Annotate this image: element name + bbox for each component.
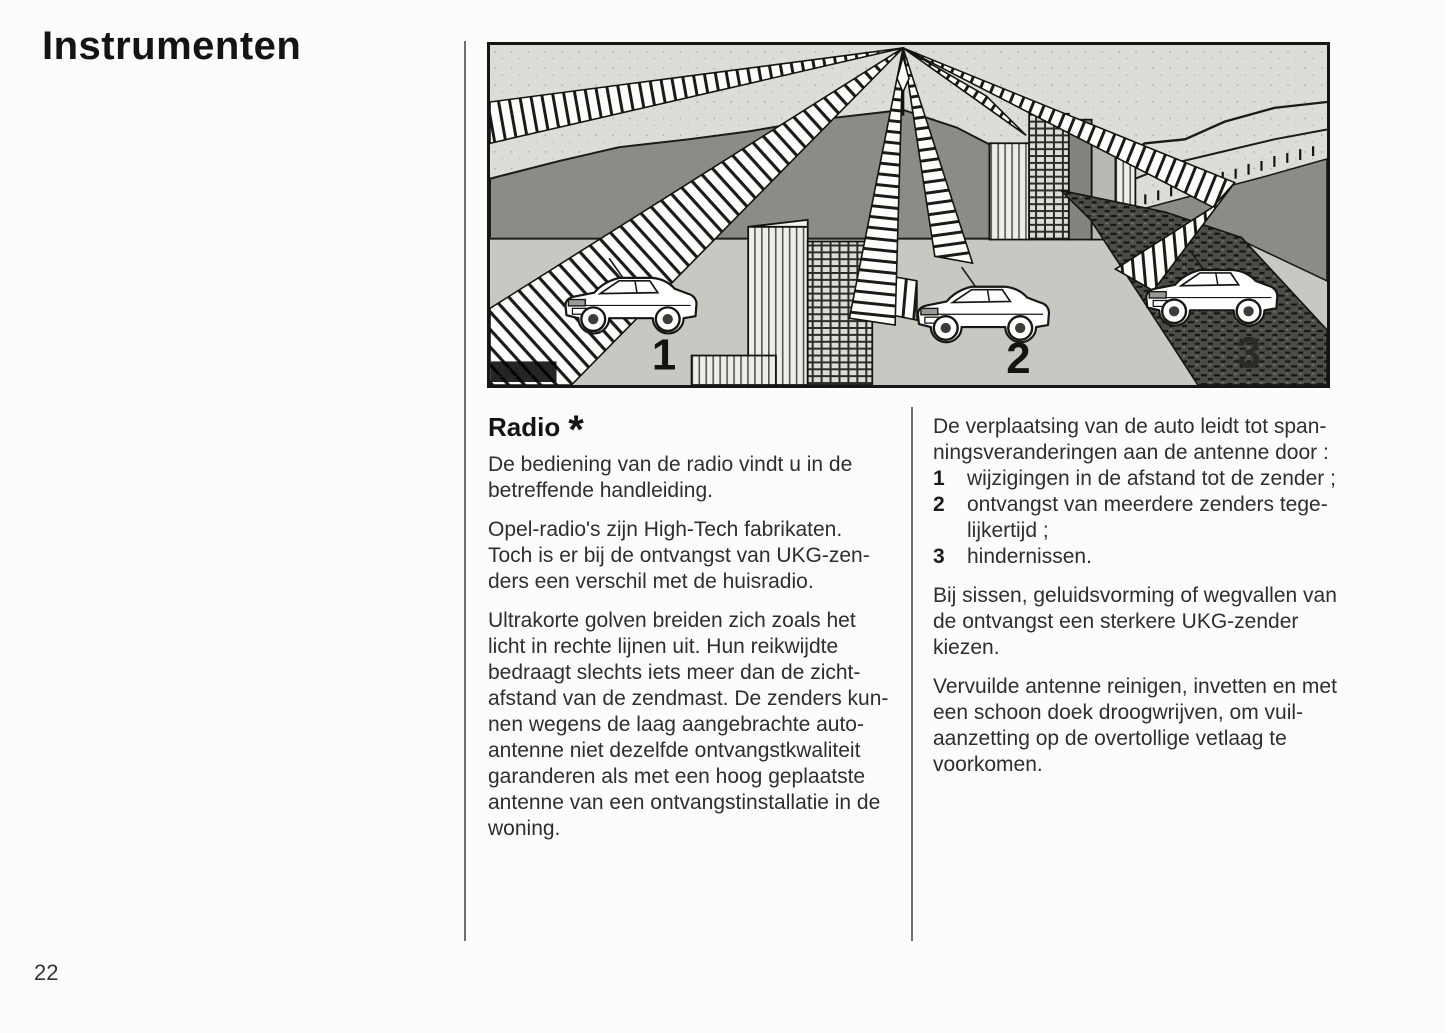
paragraph xyxy=(933,583,1337,661)
paragraph xyxy=(488,517,898,595)
text-line: Toch is er bij de ontvangst van UKG-zen- xyxy=(488,544,870,567)
column-divider-right xyxy=(911,407,913,941)
text-line: Bij sissen, geluidsvorming of wegvallen van xyxy=(933,584,1337,607)
list-number: 1 xyxy=(933,467,945,490)
text-line: voorkomen. xyxy=(933,753,1043,776)
text-line: antenne niet dezelfde ontvangstkwaliteit xyxy=(488,739,861,762)
text-line: antenne van een ontvangstinstallatie in de xyxy=(488,791,881,814)
column-divider-left xyxy=(464,41,466,941)
car-1-marker: 1 xyxy=(651,331,677,380)
text-line: een schoon doek droogwrijven, om vuil- xyxy=(933,701,1304,724)
paragraph xyxy=(933,674,1337,778)
paragraph xyxy=(488,608,898,842)
text-line: lijkertijd ; xyxy=(967,519,1049,542)
text-line: De verplaatsing van de auto leidt tot span- xyxy=(933,415,1327,438)
figure-label: 2831 A xyxy=(495,364,540,381)
text-line: Opel-radio's zijn High-Tech fabrikaten. xyxy=(488,518,843,541)
text-line: de ontvangst een sterkere UKG-zender xyxy=(933,610,1299,633)
list-item xyxy=(933,544,1337,570)
text-line: licht in rechte lijnen uit. Hun reikwijdte xyxy=(488,635,839,658)
paragraph xyxy=(488,452,898,504)
list-number: 3 xyxy=(933,545,945,568)
text-line: nen wegens de laag aangebrachte auto- xyxy=(488,713,864,736)
text-line: bedraagt slechts iets meer dan de zicht- xyxy=(488,661,861,684)
text-line: betreffende handleiding. xyxy=(488,479,713,502)
page-number: 22 xyxy=(34,960,59,985)
radio-reception-figure xyxy=(487,42,1330,388)
list-number: 2 xyxy=(933,493,945,516)
car-3-marker: 3 xyxy=(1236,329,1261,378)
text-line: hindernissen. xyxy=(967,545,1092,568)
section-heading-text: Radio xyxy=(488,412,561,442)
text-line: ningsveranderingen aan de antenne door : xyxy=(933,441,1329,464)
radio-reception-illustration xyxy=(490,45,1327,385)
text-line: woning. xyxy=(488,817,561,840)
text-line: garanderen als met een hoog geplaatste xyxy=(488,765,866,788)
text-line: Ultrakorte golven breiden zich zoals het xyxy=(488,609,856,632)
text-line: aanzetting op de overtollige vetlaag te xyxy=(933,727,1287,750)
car-2-marker: 2 xyxy=(1006,335,1031,384)
right-column xyxy=(933,414,1337,791)
text-line: Vervuilde antenne reinigen, invetten en met xyxy=(933,675,1337,698)
left-column xyxy=(488,408,898,855)
optional-asterisk-symbol: * xyxy=(568,408,584,452)
text-line: ders een verschil met de huisradio. xyxy=(488,570,814,593)
page-title: Instrumenten xyxy=(42,24,302,68)
text-line: kiezen. xyxy=(933,636,1000,659)
list-item xyxy=(933,492,1337,544)
list-item xyxy=(933,466,1337,492)
text-line: wijzigingen in de afstand tot de zender ; xyxy=(967,467,1336,490)
text-line: De bediening van de radio vindt u in de xyxy=(488,453,853,476)
paragraph xyxy=(933,414,1337,466)
text-line: ontvangst van meerdere zenders tege- xyxy=(967,493,1328,516)
section-heading xyxy=(488,408,898,452)
text-line: afstand van de zendmast. De zenders kun- xyxy=(488,687,889,710)
